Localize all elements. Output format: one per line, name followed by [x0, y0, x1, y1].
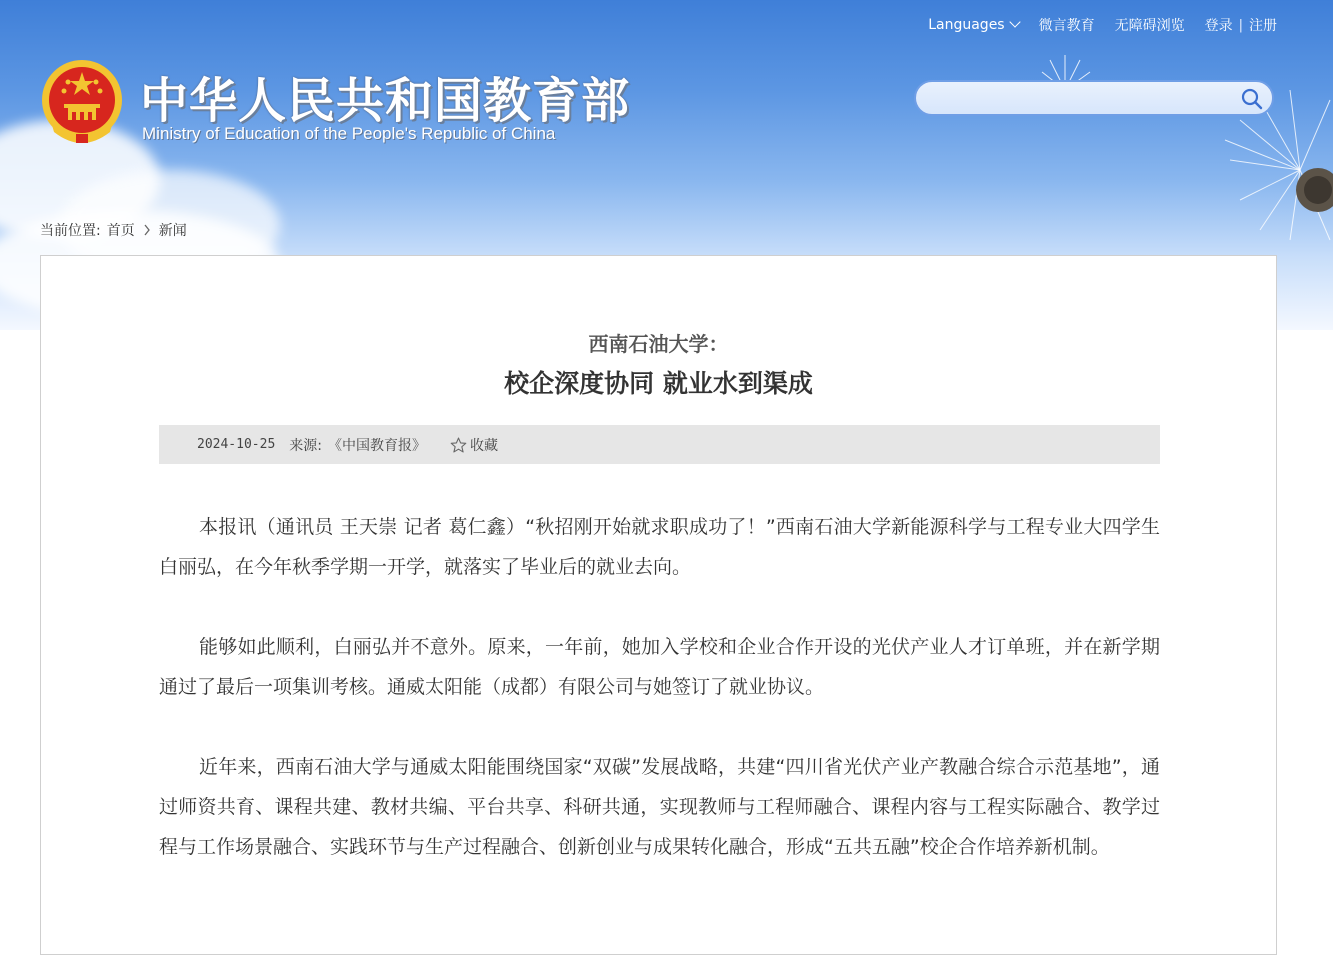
favorite-button[interactable]	[450, 435, 498, 455]
article-paragraph: 能够如此顺利，白丽弘并不意外。原来，一年前，她加入学校和企业合作开设的光伏产业人才订单班，并在新学期通过了最后一项集训考核。通威太阳能（成都）有限公司与她签订了就业协议。	[159, 636, 1160, 698]
article-meta-bar	[159, 425, 1160, 464]
search-box	[914, 80, 1274, 116]
breadcrumb-current-link[interactable]: 新闻	[158, 223, 187, 239]
breadcrumb-label: 当前位置:	[40, 223, 101, 239]
site-title-en[interactable]: Ministry of Education of the People's Republic of China	[142, 124, 556, 143]
article-body	[159, 507, 1160, 907]
search-icon[interactable]	[1240, 87, 1264, 111]
search-input[interactable]	[930, 86, 1234, 112]
register-link[interactable]: 注册	[1249, 18, 1277, 34]
article-title: 校企深度协同 就业水到渠成	[504, 369, 813, 398]
top-links-bar	[918, 14, 1277, 36]
breadcrumb-home-link[interactable]: 首页	[106, 223, 135, 239]
login-link[interactable]: 登录	[1204, 18, 1233, 34]
languages-dropdown[interactable]	[918, 17, 1028, 33]
breadcrumb	[40, 220, 187, 240]
site-title-cn[interactable]: 中华人民共和国教育部	[140, 73, 631, 129]
article-paragraph: 近年来，西南石油大学与通威太阳能围绕国家“双碳”发展战略，共建“四川省光伏产业产教融合综合示范基地”，通过师资共育、课程共建、教材共编、平台共享、科研共通，实现教师与工程师融合、课程内容与工程实际融合、教学过程与工作场景融合、实践环节与生产过程融合、创新创业与成果转化融合，形成“五共五融”校企合作培养新机制。	[159, 756, 1160, 858]
favorite-label: 收藏	[470, 437, 498, 454]
article-subtitle: 西南石油大学：	[588, 332, 729, 356]
link-separator: |	[1238, 17, 1243, 33]
accessibility-link[interactable]: 无障碍浏览	[1114, 18, 1185, 34]
star-icon	[450, 437, 467, 453]
languages-label: Languages	[928, 17, 1005, 33]
source-label: 来源:	[289, 437, 322, 454]
chevron-down-icon	[1009, 16, 1020, 27]
article-container	[40, 255, 1277, 955]
article-date: 2024-10-25	[197, 437, 276, 452]
article-paragraph: 本报讯（通讯员 王天崇 记者 葛仁鑫）“秋招刚开始就求职成功了！”西南石油大学新能源科学与工程专业大四学生白丽弘，在今年秋季学期一开学，就落实了毕业后的就业去向。	[159, 516, 1160, 578]
weiyan-link[interactable]: 微言教育	[1038, 18, 1095, 34]
dandelion-decoration	[1180, 40, 1333, 260]
article-source: 《中国教育报》	[328, 437, 426, 454]
chevron-right-icon	[143, 224, 151, 236]
emblem-icon[interactable]	[40, 58, 124, 146]
